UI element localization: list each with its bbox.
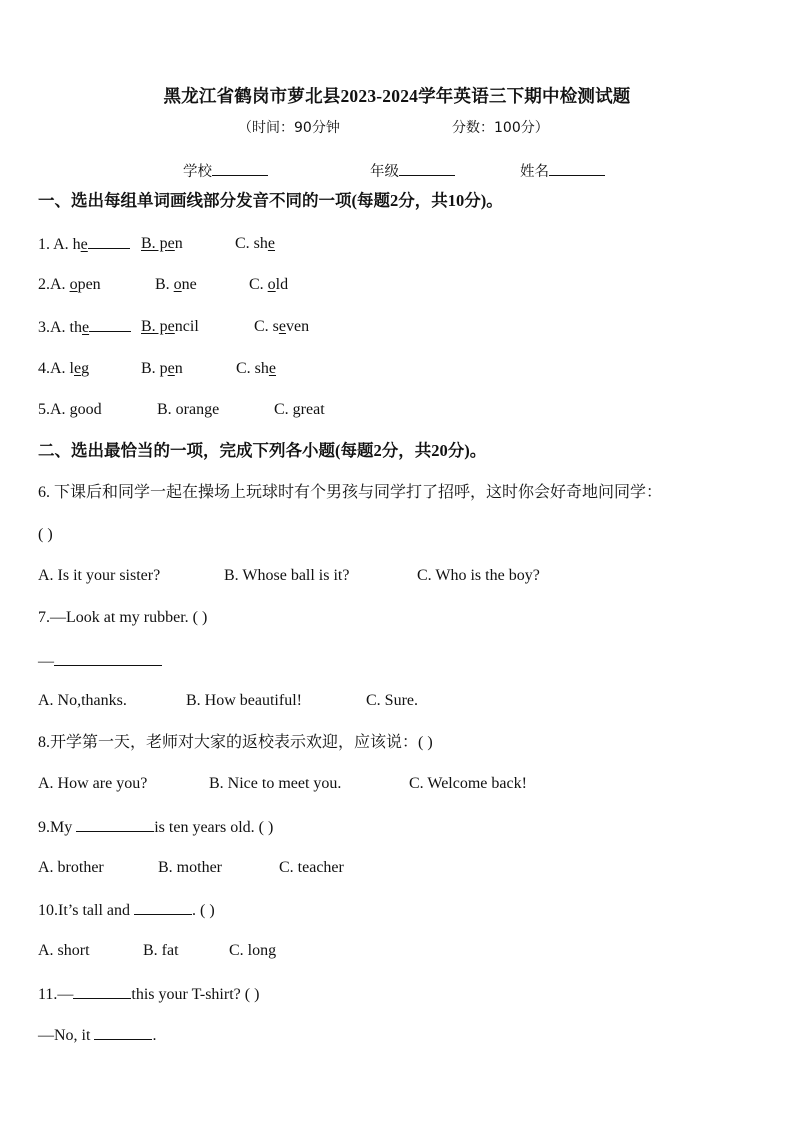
- question-8-stem: 8.开学第一天，老师对大家的返校表示欢迎，应该说：( ): [38, 734, 433, 751]
- question-1-option-a: [38, 234, 130, 255]
- question-11-stem: [38, 983, 259, 1005]
- question-9-option-c[interactable]: C. teacher: [279, 859, 344, 876]
- question-3-option-c: [254, 317, 309, 337]
- question-9-option-b[interactable]: B. mother: [158, 859, 222, 876]
- grade-field: [370, 160, 455, 182]
- answer-blank[interactable]: [76, 816, 154, 832]
- question-7-stem: 7.—Look at my rubber. ( ): [38, 609, 208, 626]
- question-3-number: 3.A. th: [38, 319, 82, 336]
- answer-blank[interactable]: [54, 650, 162, 666]
- underlined-letter: e: [82, 319, 90, 336]
- option-text: e: [212, 401, 220, 418]
- reply-dash: —: [38, 653, 54, 670]
- option-text: C. sh: [236, 360, 269, 377]
- underlined-letter: e: [167, 318, 175, 335]
- question-9-option-a[interactable]: A. brother: [38, 859, 104, 876]
- question-7-option-c[interactable]: C. Sure.: [366, 692, 418, 709]
- stem-text: this your T-shirt? ( ): [131, 986, 260, 1003]
- question-6-option-b[interactable]: B. Whose ball is it?: [224, 567, 350, 584]
- school-label: 学校: [183, 164, 212, 180]
- option-label: B. p: [141, 235, 168, 252]
- stem-text: 11.—: [38, 986, 74, 1003]
- exam-time: （时间：90分钟: [238, 120, 340, 136]
- option-text: n: [174, 235, 183, 252]
- question-4-option-c: [236, 359, 276, 379]
- stem-text: . ( ): [191, 902, 215, 919]
- option-text: B. p: [141, 360, 168, 377]
- question-6-stem: 6. 下课后和同学一起在操场上玩球时有个男孩与同学打了招呼，这时你会好奇地问同学：: [38, 484, 663, 501]
- stem-text: 10.It’s tall and: [38, 902, 134, 919]
- underlined-letter: o: [267, 276, 276, 293]
- name-field: [520, 160, 605, 182]
- option-text: ncil: [174, 318, 199, 335]
- question-1-option-c: [235, 234, 275, 254]
- answer-blank[interactable]: [73, 983, 131, 999]
- option-text: reat: [300, 401, 325, 418]
- question-7-reply: [38, 650, 162, 672]
- option-text: ood: [77, 401, 102, 418]
- question-2-option-b: [155, 275, 197, 295]
- name-label: 姓名: [520, 164, 549, 180]
- underlined-letter: g: [204, 401, 213, 418]
- gap-line: [89, 317, 131, 332]
- question-4-option-b: [141, 359, 183, 379]
- question-10-option-b[interactable]: B. fat: [143, 942, 179, 959]
- question-3-option-a: [38, 317, 131, 338]
- question-10-stem: [38, 899, 215, 921]
- reply-text: .: [152, 1027, 157, 1044]
- option-text: C. s: [254, 318, 279, 335]
- question-7-option-a[interactable]: A. No,thanks.: [38, 692, 127, 709]
- underlined-letter: e: [167, 235, 175, 252]
- school-field: [183, 160, 268, 182]
- reply-text: —No, it: [38, 1027, 95, 1044]
- option-text: C.: [274, 401, 293, 418]
- underlined-letter: g: [292, 401, 301, 418]
- question-8-option-b[interactable]: B. Nice to meet you.: [209, 775, 342, 792]
- option-text: ven: [286, 318, 310, 335]
- question-9-stem: [38, 816, 273, 838]
- question-5-option-a: [38, 400, 102, 420]
- option-text: B. oran: [157, 401, 205, 418]
- underlined-letter: e: [268, 360, 277, 377]
- exam-score: 分数：100分）: [452, 120, 549, 136]
- question-8-option-c[interactable]: C. Welcome back!: [409, 775, 527, 792]
- question-1-option-b: [141, 234, 183, 254]
- underlined-letter: e: [278, 318, 287, 335]
- question-2-option-c: [249, 275, 288, 295]
- section-1-heading: 一、选出每组单词画线部分发音不同的一项(每题2分，共10分)。: [38, 191, 503, 210]
- option-text: C.: [249, 276, 268, 293]
- question-5-option-c: [274, 400, 325, 420]
- option-text: ld: [275, 276, 289, 293]
- question-10-option-a[interactable]: A. short: [38, 942, 90, 959]
- question-7-option-b[interactable]: B. How beautiful!: [186, 692, 302, 709]
- answer-blank[interactable]: [94, 1024, 152, 1040]
- option-text: n: [174, 360, 183, 377]
- underlined-letter: o: [173, 276, 182, 293]
- school-blank[interactable]: [212, 160, 268, 176]
- underlined-letter: e: [267, 235, 276, 252]
- grade-label: 年级: [370, 164, 399, 180]
- underlined-letter: e: [167, 360, 175, 377]
- stem-text: 9.My: [38, 819, 77, 836]
- question-4-option-a: [38, 359, 89, 379]
- section-2-heading: 二、选出最恰当的一项，完成下列各小题(每题2分，共20分)。: [38, 441, 487, 460]
- question-10-option-c[interactable]: C. long: [229, 942, 277, 959]
- option-text: B.: [155, 276, 174, 293]
- question-11-reply: [38, 1024, 156, 1046]
- question-3-option-b: [141, 317, 199, 337]
- page-title: 黑龙江省鹤岗市萝北县2023-2024学年英语三下期中检测试题: [163, 86, 631, 106]
- option-text: ne: [181, 276, 197, 293]
- question-2-number: 2.A.: [38, 276, 70, 293]
- option-text: pen: [77, 276, 101, 293]
- option-text: C. sh: [235, 235, 268, 252]
- question-2-option-a: [38, 275, 101, 295]
- question-8-option-a[interactable]: A. How are you?: [38, 775, 148, 792]
- underlined-letter: g: [69, 401, 78, 418]
- question-5-number: 5.A.: [38, 401, 70, 418]
- question-4-number: 4.A. l: [38, 360, 74, 377]
- underlined-letter: e: [80, 236, 88, 253]
- option-text: g: [81, 360, 90, 377]
- name-blank[interactable]: [549, 160, 605, 176]
- question-6-answer-paren[interactable]: ( ): [38, 526, 53, 543]
- answer-blank[interactable]: [134, 899, 192, 915]
- question-6-option-c[interactable]: C. Who is the boy?: [417, 567, 540, 584]
- gap-line: [88, 234, 130, 249]
- underlined-letter: o: [69, 276, 78, 293]
- grade-blank[interactable]: [399, 160, 455, 176]
- underlined-letter: e: [74, 360, 82, 377]
- option-label: B. p: [141, 318, 168, 335]
- question-5-option-b: [157, 400, 219, 420]
- stem-text: is ten years old. ( ): [154, 819, 274, 836]
- question-1-number: 1. A. h: [38, 236, 81, 253]
- question-6-option-a[interactable]: A. Is it your sister?: [38, 567, 161, 584]
